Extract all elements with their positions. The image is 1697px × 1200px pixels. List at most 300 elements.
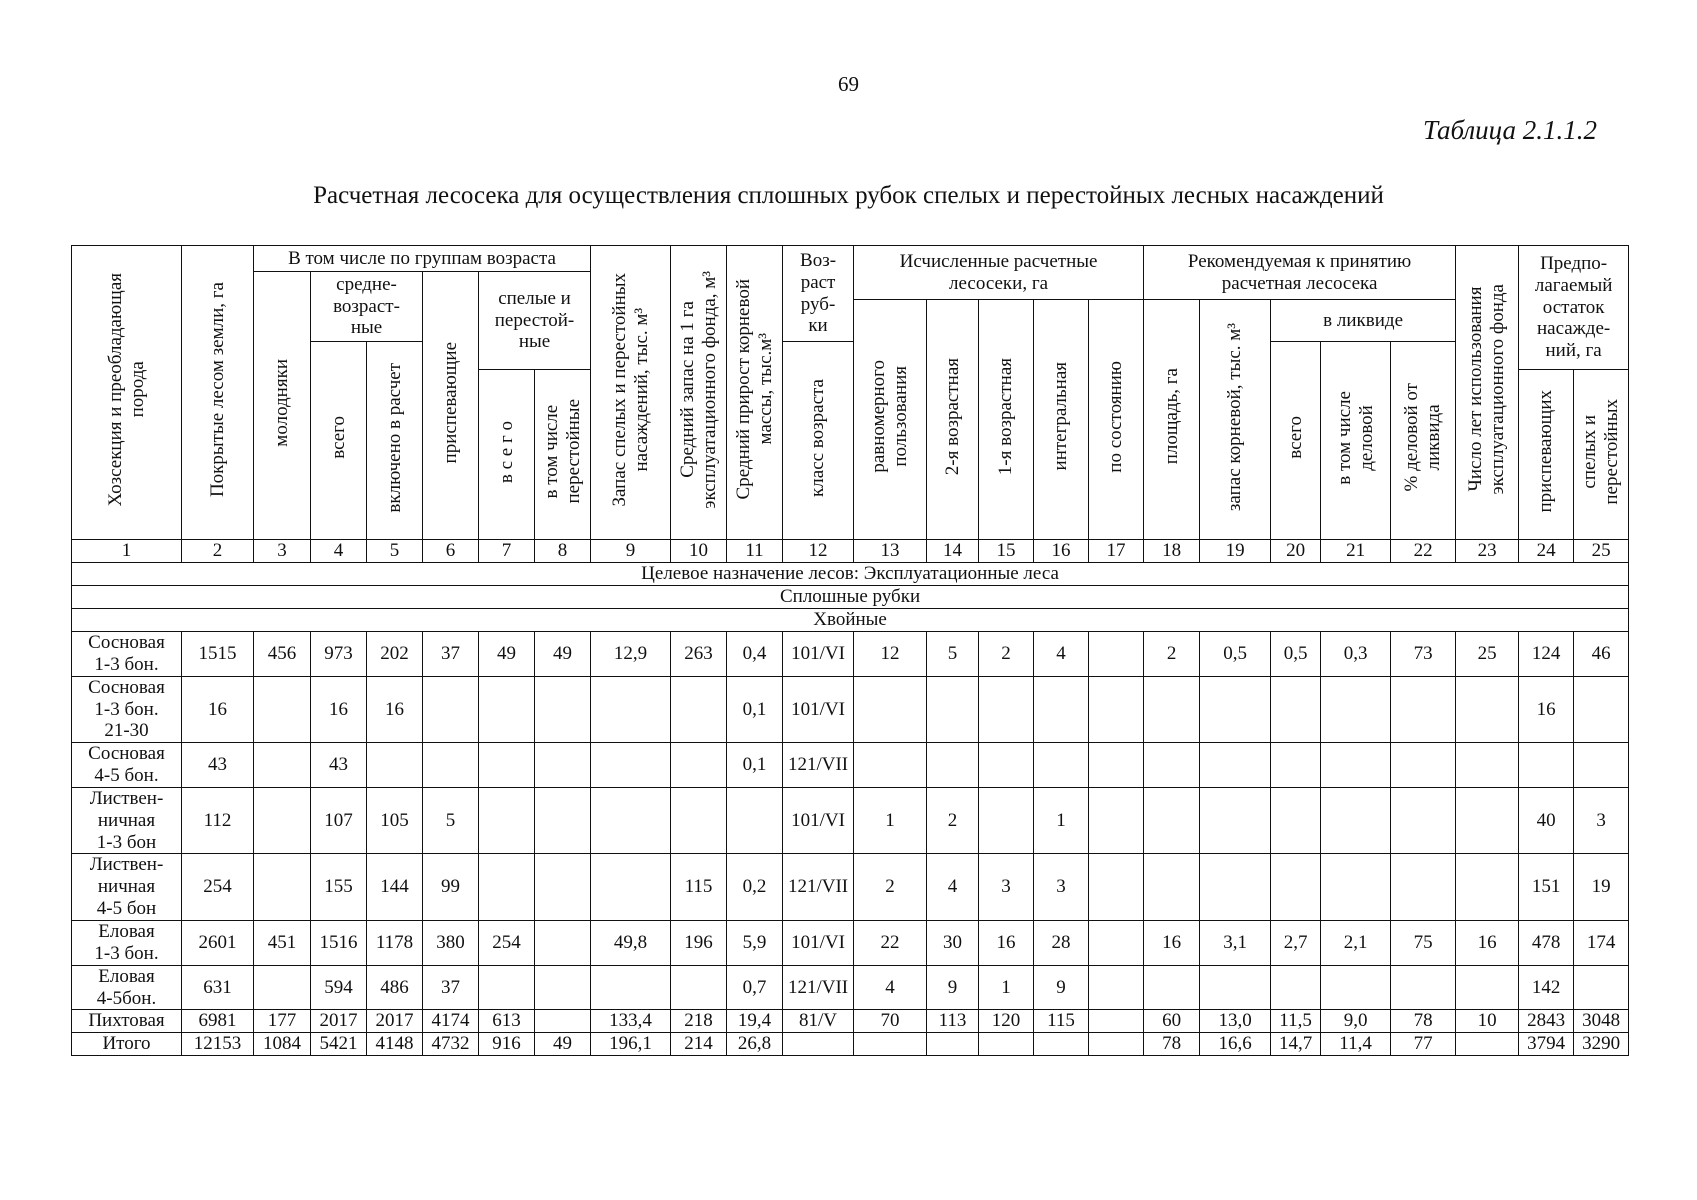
table-cell <box>671 676 727 743</box>
column-number: 22 <box>1391 540 1456 563</box>
header-label: Хозсекция и преобладающая порода <box>104 272 148 507</box>
column-number: 21 <box>1321 540 1391 563</box>
section-purpose: Целевое назначение лесов: Эксплуатационные леса <box>72 563 1629 586</box>
table-cell <box>1200 854 1271 921</box>
table-cell: 16 <box>367 676 423 743</box>
table-cell <box>1144 676 1200 743</box>
table-cell: 37 <box>423 965 479 1010</box>
table-cell: 1178 <box>367 920 423 965</box>
table-cell: 16 <box>311 676 367 743</box>
row-species-name: Сосновая 1-3 бон. <box>72 632 182 677</box>
table-cell: 2017 <box>367 1010 423 1033</box>
table-cell <box>535 965 591 1010</box>
table-cell: 2601 <box>182 920 254 965</box>
header-label: молодняки <box>271 358 293 447</box>
table-cell: 478 <box>1519 920 1574 965</box>
table-cell: 2 <box>979 632 1034 677</box>
row-species-name: Итого <box>72 1033 182 1056</box>
header-c20 <box>1271 342 1321 540</box>
table-cell: 1516 <box>311 920 367 965</box>
column-number: 6 <box>423 540 479 563</box>
table-cell <box>367 743 423 788</box>
table-cell: 16 <box>1144 920 1200 965</box>
table-cell: 196,1 <box>591 1033 671 1056</box>
header-label: приспевающих <box>1535 390 1557 513</box>
column-number: 7 <box>479 540 535 563</box>
table-cell: 0,4 <box>727 632 783 677</box>
table-cell: 380 <box>423 920 479 965</box>
header-years-use <box>1456 246 1519 540</box>
table-cell: 14,7 <box>1271 1033 1321 1056</box>
column-number: 16 <box>1034 540 1089 563</box>
table-cell: 2843 <box>1519 1010 1574 1033</box>
table-cell <box>1391 965 1456 1010</box>
header-label: равномерного пользования <box>868 360 912 473</box>
row-species-name: Еловая 1-3 бон. <box>72 920 182 965</box>
column-number: 23 <box>1456 540 1519 563</box>
header-young <box>254 272 311 540</box>
table-cell <box>1089 1033 1144 1056</box>
table-cell <box>1574 743 1629 788</box>
table-cell: 70 <box>854 1010 927 1033</box>
table-cell <box>535 854 591 921</box>
table-cell: 4174 <box>423 1010 479 1033</box>
table-cell <box>535 1010 591 1033</box>
table-cell <box>671 743 727 788</box>
table-cell: 11,5 <box>1271 1010 1321 1033</box>
table-cell <box>783 1033 854 1056</box>
table-cell <box>1089 920 1144 965</box>
table-cell <box>1271 743 1321 788</box>
table-cell: 30 <box>927 920 979 965</box>
table-cell <box>254 676 311 743</box>
table-cell <box>1200 676 1271 743</box>
table-cell: 13,0 <box>1200 1010 1271 1033</box>
column-number: 11 <box>727 540 783 563</box>
header-label: 1-я возрастная <box>995 357 1017 476</box>
table-cell <box>591 743 671 788</box>
table-cell: 155 <box>311 854 367 921</box>
table-cell: 101/VI <box>783 920 854 965</box>
table-cell <box>479 787 535 854</box>
column-number: 13 <box>854 540 927 563</box>
row-species-name: Сосновая 1-3 бон. 21-30 <box>72 676 182 743</box>
table-cell: 25 <box>1456 632 1519 677</box>
table-cell <box>1456 854 1519 921</box>
table-cell: 202 <box>367 632 423 677</box>
header-label: запас корневой, тыс. м³ <box>1224 322 1246 511</box>
table-cell <box>254 854 311 921</box>
table-cell: 28 <box>1034 920 1089 965</box>
header-label: площадь, га <box>1160 368 1182 465</box>
table-cell: 486 <box>367 965 423 1010</box>
table-cell: 115 <box>1034 1010 1089 1033</box>
table-cell: 3 <box>1574 787 1629 854</box>
table-cell <box>1391 743 1456 788</box>
header-c7 <box>479 370 535 540</box>
table-cell <box>1200 743 1271 788</box>
table-cell: 1515 <box>182 632 254 677</box>
row-species-name: Сосновая 4-5 бон. <box>72 743 182 788</box>
header-c16 <box>1034 300 1089 540</box>
table-cell: 2 <box>854 854 927 921</box>
column-number: 12 <box>783 540 854 563</box>
table-cell: 121/VII <box>783 854 854 921</box>
table-cell: 613 <box>479 1010 535 1033</box>
table-cell <box>927 743 979 788</box>
header-label: интегральная <box>1050 362 1072 471</box>
table-cell <box>1144 787 1200 854</box>
header-label: спелых и перестойных <box>1579 398 1623 505</box>
table-cell: 16 <box>182 676 254 743</box>
table-cell <box>1089 787 1144 854</box>
table-cell <box>1456 676 1519 743</box>
table-cell <box>479 743 535 788</box>
table-cell: 49,8 <box>591 920 671 965</box>
table-cell: 594 <box>311 965 367 1010</box>
table-cell <box>1271 854 1321 921</box>
table-cell: 11,4 <box>1321 1033 1391 1056</box>
table-cell: 43 <box>182 743 254 788</box>
header-recommended <box>1144 246 1456 300</box>
table-cell: 81/V <box>783 1010 854 1033</box>
table-cell <box>854 676 927 743</box>
column-number: 20 <box>1271 540 1321 563</box>
header-label: Предпо- лагаемый остаток насажде- ний, га <box>1534 252 1613 362</box>
header-label: Рекомендуемая к принятию расчетная лесосека <box>1187 250 1412 294</box>
table-cell <box>254 787 311 854</box>
table-cell: 3794 <box>1519 1033 1574 1056</box>
table-cell <box>479 854 535 921</box>
table-cell <box>254 743 311 788</box>
table-cell: 101/VI <box>783 787 854 854</box>
table-cell: 0,5 <box>1200 632 1271 677</box>
table-cell: 0,3 <box>1321 632 1391 677</box>
table-cell: 22 <box>854 920 927 965</box>
header-c17 <box>1089 300 1144 540</box>
header-avg-stock <box>671 246 727 540</box>
table-cell: 0,1 <box>727 743 783 788</box>
table-cell <box>254 965 311 1010</box>
column-number: 10 <box>671 540 727 563</box>
table-cell: 9 <box>1034 965 1089 1010</box>
table-cell: 133,4 <box>591 1010 671 1033</box>
table-cell <box>1089 1010 1144 1033</box>
header-label: Воз- раст руб- ки <box>800 249 837 337</box>
header-label: спелые и перестой- ные <box>494 287 575 353</box>
table-cell: 9,0 <box>1321 1010 1391 1033</box>
header-label: Запас спелых и перестойных насаждений, тыс. м³ <box>608 272 652 507</box>
row-species-name: Еловая 4-5бон. <box>72 965 182 1010</box>
header-label: по состоянию <box>1105 360 1127 473</box>
table-cell: 1 <box>854 787 927 854</box>
header-rotation-age <box>783 246 854 342</box>
table-cell <box>535 787 591 854</box>
table-cell: 16 <box>1456 920 1519 965</box>
table-label: Таблица 2.1.1.2 <box>1422 115 1597 145</box>
table-cell: 631 <box>182 965 254 1010</box>
header-label: 2-я возрастная <box>941 357 963 476</box>
table-cell: 37 <box>423 632 479 677</box>
table-cell <box>1271 965 1321 1010</box>
table-cell <box>1321 965 1391 1010</box>
table-cell: 0,1 <box>727 676 783 743</box>
table-cell <box>1200 965 1271 1010</box>
table-cell: 2 <box>1144 632 1200 677</box>
table-cell: 3,1 <box>1200 920 1271 965</box>
header-avg-increment <box>727 246 783 540</box>
table-cell <box>1456 1033 1519 1056</box>
header-label: в том числе деловой <box>1333 390 1377 485</box>
table-cell <box>979 676 1034 743</box>
header-label: включено в расчет <box>383 362 405 513</box>
row-species-name: Листвен- ничная 1-3 бон <box>72 787 182 854</box>
header-c4 <box>311 342 367 540</box>
table-cell <box>1089 632 1144 677</box>
table-cell: 12153 <box>182 1033 254 1056</box>
table-cell: 3 <box>1034 854 1089 921</box>
column-number: 24 <box>1519 540 1574 563</box>
table-cell <box>1519 743 1574 788</box>
table-cell: 19,4 <box>727 1010 783 1033</box>
table-cell: 16,6 <box>1200 1033 1271 1056</box>
header-c25 <box>1574 370 1629 540</box>
table-cell: 101/VI <box>783 676 854 743</box>
table-cell: 0,7 <box>727 965 783 1010</box>
header-label: Покрытые лесом земли, га <box>206 282 228 498</box>
table-cell: 5,9 <box>727 920 783 965</box>
row-species-name: Листвен- ничная 4-5 бон <box>72 854 182 921</box>
column-number: 3 <box>254 540 311 563</box>
table-cell: 916 <box>479 1033 535 1056</box>
header-mid-aged <box>311 272 423 342</box>
page-number: 69 <box>838 72 859 96</box>
table-cell <box>1089 854 1144 921</box>
table-cell: 6981 <box>182 1010 254 1033</box>
table-cell <box>1321 787 1391 854</box>
table-cell: 196 <box>671 920 727 965</box>
table-cell <box>1271 676 1321 743</box>
table-cell <box>1391 787 1456 854</box>
table-row <box>72 676 1629 743</box>
section-group: Хвойные <box>72 609 1629 632</box>
table-cell: 78 <box>1391 1010 1456 1033</box>
table-cell: 151 <box>1519 854 1574 921</box>
table-cell <box>979 787 1034 854</box>
table-cell: 214 <box>671 1033 727 1056</box>
table-cell: 101/VI <box>783 632 854 677</box>
column-number: 9 <box>591 540 671 563</box>
table-cell: 254 <box>479 920 535 965</box>
header-label: в с е г о <box>495 420 517 483</box>
header-c12 <box>783 342 854 540</box>
header-liquid: в ликвиде <box>1271 300 1456 342</box>
table-cell: 3 <box>979 854 1034 921</box>
table-cell <box>1034 1033 1089 1056</box>
table-cell <box>591 676 671 743</box>
table-row <box>72 965 1629 1010</box>
table-cell: 177 <box>254 1010 311 1033</box>
table-cell: 78 <box>1144 1033 1200 1056</box>
table-cell: 4 <box>1034 632 1089 677</box>
header-age-groups: В том числе по группам возраста <box>254 246 591 272</box>
table-cell <box>1089 743 1144 788</box>
table-cell: 5 <box>927 632 979 677</box>
table-cell <box>979 1033 1034 1056</box>
header-label: средне- возраст- ные <box>333 273 400 339</box>
header-label: Средний прирост корневой массы, тыс.м³ <box>732 279 776 500</box>
table-cell: 120 <box>979 1010 1034 1033</box>
header-label: Число лет использования эксплуатационного фонда <box>1465 284 1509 495</box>
table-cell: 0,5 <box>1271 632 1321 677</box>
table-cell <box>854 1033 927 1056</box>
forest-cutting-table <box>71 245 1629 1056</box>
table-cell: 121/VII <box>783 743 854 788</box>
header-c15 <box>979 300 1034 540</box>
table-cell <box>927 676 979 743</box>
header-mature <box>479 272 591 370</box>
section-cutting: Сплошные рубки <box>72 586 1629 609</box>
table-cell: 144 <box>367 854 423 921</box>
table-cell: 1 <box>979 965 1034 1010</box>
table-cell: 9 <box>927 965 979 1010</box>
table-cell: 451 <box>254 920 311 965</box>
table-cell: 4732 <box>423 1033 479 1056</box>
column-number: 14 <box>927 540 979 563</box>
table-cell: 107 <box>311 787 367 854</box>
table-cell <box>1391 854 1456 921</box>
table-cell <box>479 965 535 1010</box>
header-label: % деловой от ликвида <box>1401 383 1445 492</box>
table-cell: 218 <box>671 1010 727 1033</box>
table-cell <box>727 787 783 854</box>
table-cell <box>423 743 479 788</box>
table-cell: 4 <box>927 854 979 921</box>
table-cell <box>979 743 1034 788</box>
table-cell <box>1574 676 1629 743</box>
table-cell: 5 <box>423 787 479 854</box>
table-cell: 3290 <box>1574 1033 1629 1056</box>
table-cell <box>535 743 591 788</box>
header-c5 <box>367 342 423 540</box>
table-cell: 142 <box>1519 965 1574 1010</box>
table-row <box>72 632 1629 677</box>
table-cell <box>423 676 479 743</box>
header-label: всего <box>327 416 349 459</box>
column-number-row <box>72 540 1629 563</box>
column-number: 18 <box>1144 540 1200 563</box>
table-cell: 263 <box>671 632 727 677</box>
table-cell: 4 <box>854 965 927 1010</box>
header-species <box>72 246 182 540</box>
table-cell <box>854 743 927 788</box>
table-cell: 1084 <box>254 1033 311 1056</box>
table-cell <box>591 787 671 854</box>
table-row <box>72 1033 1629 1056</box>
table-row <box>72 1010 1629 1033</box>
table-row <box>72 743 1629 788</box>
header-c24 <box>1519 370 1574 540</box>
table-cell: 26,8 <box>727 1033 783 1056</box>
table-cell: 16 <box>979 920 1034 965</box>
table-cell: 49 <box>479 632 535 677</box>
table-cell <box>1574 965 1629 1010</box>
table-cell: 73 <box>1391 632 1456 677</box>
row-species-name: Пихтовая <box>72 1010 182 1033</box>
table-cell <box>591 854 671 921</box>
table-cell: 60 <box>1144 1010 1200 1033</box>
header-mature-stock <box>591 246 671 540</box>
table-cell: 456 <box>254 632 311 677</box>
table-cell <box>591 965 671 1010</box>
table-cell: 16 <box>1519 676 1574 743</box>
header-c18 <box>1144 300 1200 540</box>
table-cell <box>1321 854 1391 921</box>
table-cell: 46 <box>1574 632 1629 677</box>
header-label: Средний запас на 1 га эксплуатационного фонда, м³ <box>676 270 720 509</box>
header-c21 <box>1321 342 1391 540</box>
header-calculated <box>854 246 1144 300</box>
table-cell <box>1321 743 1391 788</box>
table-cell <box>671 965 727 1010</box>
column-number: 1 <box>72 540 182 563</box>
header-c8 <box>535 370 591 540</box>
table-cell <box>535 920 591 965</box>
column-number: 25 <box>1574 540 1629 563</box>
column-number: 4 <box>311 540 367 563</box>
header-c13 <box>854 300 927 540</box>
table-cell: 12,9 <box>591 632 671 677</box>
table-cell <box>1321 676 1391 743</box>
header-label: Исчисленные расчетные лесосеки, га <box>899 250 1098 294</box>
table-cell <box>1034 676 1089 743</box>
table-cell: 2,1 <box>1321 920 1391 965</box>
header-remainder <box>1519 246 1629 370</box>
table-cell <box>1456 787 1519 854</box>
table-cell: 121/VII <box>783 965 854 1010</box>
table-cell: 19 <box>1574 854 1629 921</box>
column-number: 17 <box>1089 540 1144 563</box>
column-number: 5 <box>367 540 423 563</box>
header-c14 <box>927 300 979 540</box>
table-cell <box>1089 965 1144 1010</box>
header-label: всего <box>1284 416 1306 459</box>
table-cell: 10 <box>1456 1010 1519 1033</box>
header-label: в том числе перестойные <box>540 399 584 504</box>
table-row <box>72 854 1629 921</box>
header-premature <box>423 272 479 540</box>
table-cell <box>479 676 535 743</box>
document-title: Расчетная лесосека для осуществления сплошных рубок спелых и перестойных лесных насаждений <box>313 182 1384 209</box>
column-number: 15 <box>979 540 1034 563</box>
table-cell <box>1456 743 1519 788</box>
table-cell <box>1271 787 1321 854</box>
table-cell: 49 <box>535 1033 591 1056</box>
table-cell: 2017 <box>311 1010 367 1033</box>
table-cell: 124 <box>1519 632 1574 677</box>
table-cell <box>1391 676 1456 743</box>
table-row <box>72 787 1629 854</box>
column-number: 8 <box>535 540 591 563</box>
table-cell: 43 <box>311 743 367 788</box>
header-label: приспевающие <box>439 341 461 464</box>
table-cell: 1 <box>1034 787 1089 854</box>
table-cell: 105 <box>367 787 423 854</box>
table-cell <box>1144 743 1200 788</box>
table-cell: 113 <box>927 1010 979 1033</box>
table-cell: 49 <box>535 632 591 677</box>
table-cell <box>1456 965 1519 1010</box>
